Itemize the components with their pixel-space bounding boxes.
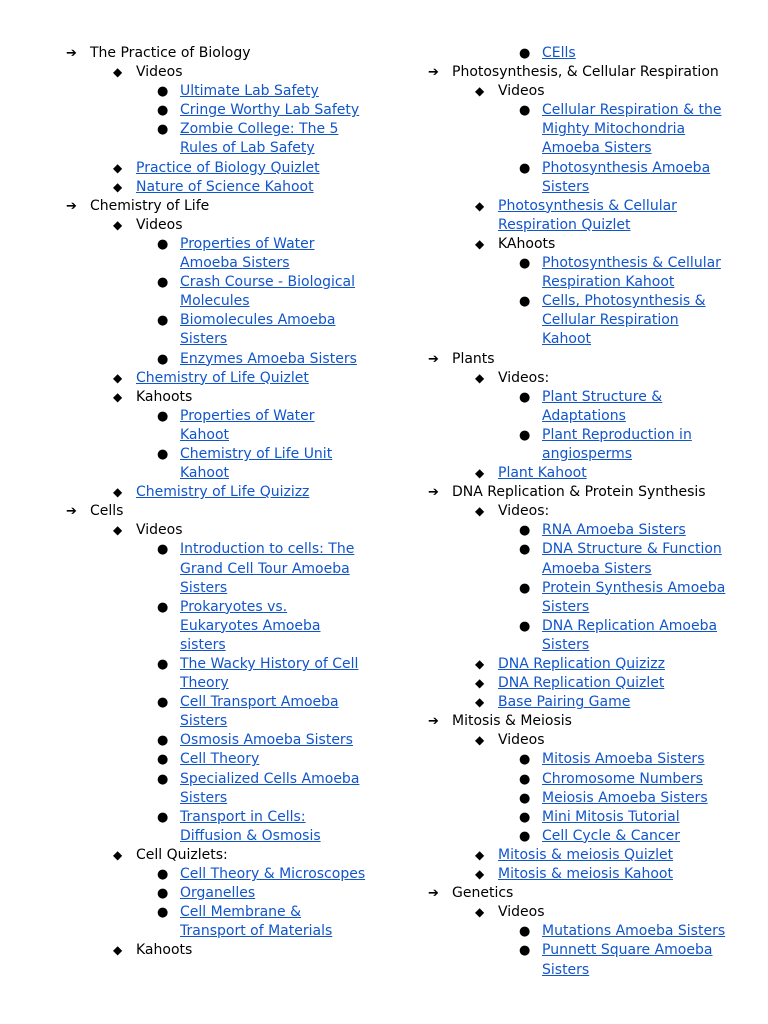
round-bullet-icon: ● <box>519 160 531 176</box>
list-item <box>66 63 366 82</box>
round-bullet-icon: ● <box>519 523 531 539</box>
round-bullet-icon: ● <box>157 313 169 329</box>
diamond-bullet-icon: ◆ <box>113 943 123 958</box>
list-item <box>428 865 728 884</box>
resource-link[interactable]: Crash Course - Biological Molecules <box>180 274 356 310</box>
round-bullet-icon: ● <box>519 542 531 558</box>
resource-link[interactable]: DNA Replication Quizizz <box>498 656 665 672</box>
subsection-label: Videos: <box>498 369 550 386</box>
section-heading: Cells <box>90 503 124 520</box>
resource-link[interactable]: Specialized Cells Amoeba Sisters <box>180 770 360 806</box>
list-item <box>428 655 728 674</box>
resource-link[interactable]: Meiosis Amoeba Sisters <box>542 789 708 806</box>
resource-link[interactable]: Chemistry of Life Unit Kahoot <box>180 445 333 482</box>
list-item <box>428 540 728 578</box>
section-heading: The Practice of Biology <box>90 45 251 61</box>
list-item <box>428 941 728 979</box>
list-item <box>66 865 366 884</box>
list-item <box>66 216 366 235</box>
list-item <box>66 44 366 63</box>
diamond-bullet-icon: ◆ <box>113 485 123 500</box>
subsection-label: Videos <box>136 64 183 81</box>
round-bullet-icon: ● <box>519 256 531 272</box>
list-item <box>428 388 728 426</box>
resource-link[interactable]: DNA Replication Amoeba Sisters <box>542 617 718 653</box>
section-heading: Mitosis & Meiosis <box>452 713 572 730</box>
list-item <box>428 827 728 846</box>
round-bullet-icon: ● <box>157 657 169 672</box>
list-item <box>66 884 366 903</box>
right-column <box>428 44 728 980</box>
arrow-icon: ➔ <box>428 886 439 902</box>
list-item <box>66 941 366 960</box>
round-bullet-icon: ● <box>157 695 169 711</box>
diamond-bullet-icon: ◆ <box>113 523 123 538</box>
subsection-label: Videos <box>136 522 183 539</box>
round-bullet-icon: ● <box>519 103 531 119</box>
list-item <box>428 903 728 922</box>
diamond-bullet-icon: ◆ <box>475 733 485 748</box>
list-item <box>428 770 728 789</box>
list-item <box>428 44 728 63</box>
section-heading: Plants <box>452 350 495 367</box>
section-heading: Photosynthesis, & Cellular Respiration <box>452 64 719 81</box>
list-item <box>428 292 728 349</box>
subsection-label: Kahoots <box>136 942 193 959</box>
list-item <box>428 884 728 903</box>
resource-link[interactable]: Chemistry of Life Quizlet <box>136 369 309 386</box>
list-item <box>428 350 728 369</box>
round-bullet-icon: ● <box>519 828 531 844</box>
round-bullet-icon: ● <box>519 580 531 596</box>
round-bullet-icon: ● <box>157 542 169 558</box>
list-item <box>66 598 366 655</box>
section-heading: DNA Replication & Protein Synthesis <box>452 484 706 501</box>
resource-link[interactable]: Mitosis Amoeba Sisters <box>542 751 705 768</box>
round-bullet-icon: ● <box>519 389 531 405</box>
list-item <box>66 159 366 178</box>
list-item <box>428 808 728 827</box>
list-item <box>428 197 728 235</box>
diamond-bullet-icon: ◆ <box>113 65 123 80</box>
list-item <box>428 101 728 158</box>
list-item <box>428 731 728 750</box>
list-item <box>428 483 728 502</box>
round-bullet-icon: ● <box>157 867 169 883</box>
left-column <box>66 44 366 961</box>
diamond-bullet-icon: ◆ <box>475 867 485 882</box>
round-bullet-icon: ● <box>519 427 531 443</box>
list-item <box>428 82 728 101</box>
resource-link[interactable]: Punnett Square Amoeba Sisters <box>542 942 713 978</box>
round-bullet-icon: ● <box>519 294 531 310</box>
list-item <box>66 808 366 846</box>
resource-link[interactable]: Photosynthesis Amoeba Sisters <box>542 159 711 195</box>
list-item <box>428 63 728 82</box>
resource-link[interactable]: DNA Replication Quizlet <box>498 675 665 692</box>
list-item <box>66 770 366 808</box>
list-item <box>66 502 366 521</box>
diamond-bullet-icon: ◆ <box>113 160 123 175</box>
resource-link[interactable]: Mini Mitosis Tutorial <box>542 808 680 825</box>
arrow-icon: ➔ <box>428 351 439 367</box>
resource-link[interactable]: Chromosome Numbers <box>542 770 703 787</box>
subsection-label: Cell Quizlets: <box>136 846 228 863</box>
round-bullet-icon: ● <box>157 408 169 424</box>
round-bullet-icon: ● <box>157 733 169 749</box>
resource-link[interactable]: Prokaryotes vs. Eukaryotes Amoeba sisters <box>180 598 321 653</box>
diamond-bullet-icon: ◆ <box>475 657 485 671</box>
resource-link[interactable]: Photosynthesis & Cellular Respiration Quizlet <box>498 197 677 233</box>
resource-link[interactable]: Biomolecules Amoeba Sisters <box>180 312 336 348</box>
resource-link[interactable]: Cringe Worthy Lab Safety <box>180 102 360 119</box>
resource-link[interactable]: Cell Theory & Microscopes <box>180 866 366 883</box>
resource-link[interactable]: Zombie College: The 5 Rules of Lab Safety <box>180 121 339 157</box>
list-item <box>66 750 366 769</box>
list-item <box>66 82 366 101</box>
arrow-icon: ➔ <box>428 65 439 81</box>
resource-link[interactable]: Base Pairing Game <box>498 694 631 711</box>
arrow-icon: ➔ <box>66 504 77 520</box>
list-item <box>66 311 366 349</box>
list-item <box>66 197 366 216</box>
diamond-bullet-icon: ◆ <box>475 676 485 691</box>
resource-link[interactable]: Cell Theory <box>180 751 260 768</box>
arrow-icon: ➔ <box>66 198 77 214</box>
list-item <box>66 846 366 865</box>
list-item <box>66 903 366 941</box>
round-bullet-icon: ● <box>519 790 531 806</box>
resource-link[interactable]: Plant Kahoot <box>498 465 587 482</box>
list-item <box>66 540 366 597</box>
list-item <box>66 445 366 483</box>
list-item <box>428 693 728 712</box>
diamond-bullet-icon: ◆ <box>475 504 485 519</box>
resource-link[interactable]: Osmosis Amoeba Sisters <box>180 732 353 749</box>
round-bullet-icon: ● <box>519 943 531 959</box>
diamond-bullet-icon: ◆ <box>475 695 485 710</box>
subsection-label: Kahoots <box>136 388 193 405</box>
list-item <box>66 655 366 693</box>
subsection-label: Videos: <box>498 503 550 520</box>
list-item <box>428 369 728 388</box>
list-item <box>428 159 728 197</box>
round-bullet-icon: ● <box>157 446 169 462</box>
diamond-bullet-icon: ◆ <box>475 84 485 99</box>
diamond-bullet-icon: ◆ <box>113 179 123 194</box>
list-item <box>66 235 366 273</box>
list-item <box>66 273 366 311</box>
resource-link[interactable]: Cells, Photosynthesis & Cellular Respiration Kahoot <box>542 293 706 348</box>
list-item <box>428 922 728 941</box>
resource-link[interactable]: Cellular Respiration & the Mighty Mitochondria Amoeba Sisters <box>542 102 722 157</box>
list-item <box>66 521 366 540</box>
resource-link[interactable]: Cell Cycle & Cancer <box>542 827 680 844</box>
list-item <box>428 579 728 617</box>
round-bullet-icon: ● <box>157 752 169 768</box>
list-item <box>428 464 728 483</box>
resource-link[interactable]: Plant Reproduction in angiosperms <box>542 426 692 462</box>
subsection-label: KAhoots <box>498 235 556 252</box>
list-item <box>428 426 728 464</box>
diamond-bullet-icon: ◆ <box>475 905 485 920</box>
resource-link[interactable]: Organelles <box>180 885 256 902</box>
arrow-icon: ➔ <box>428 714 439 730</box>
round-bullet-icon: ● <box>157 905 169 921</box>
section-heading: Chemistry of Life <box>90 197 210 214</box>
round-bullet-icon: ● <box>157 886 169 902</box>
arrow-icon: ➔ <box>428 485 439 501</box>
round-bullet-icon: ● <box>157 275 169 291</box>
resource-link[interactable]: Nature of Science Kahoot <box>136 178 314 195</box>
resource-link[interactable]: Mitosis & meiosis Quizlet <box>498 846 674 863</box>
round-bullet-icon: ● <box>157 809 169 825</box>
diamond-bullet-icon: ◆ <box>475 466 485 481</box>
list-item <box>66 120 366 158</box>
round-bullet-icon: ● <box>157 122 169 138</box>
list-item <box>66 369 366 388</box>
resource-link[interactable]: Introduction to cells: The Grand Cell Tour Amoeba Sisters <box>180 541 355 596</box>
diamond-bullet-icon: ◆ <box>113 847 123 862</box>
list-item <box>428 674 728 693</box>
round-bullet-icon: ● <box>157 599 169 615</box>
resource-link[interactable]: DNA Structure & Function Amoeba Sisters <box>542 541 722 577</box>
subsection-label: Videos <box>136 216 183 233</box>
diamond-bullet-icon: ◆ <box>475 847 485 862</box>
round-bullet-icon: ● <box>519 924 531 940</box>
round-bullet-icon: ● <box>519 809 531 825</box>
resource-link[interactable]: Cell Membrane & Transport of Materials <box>180 904 333 940</box>
round-bullet-icon: ● <box>157 236 169 252</box>
list-item <box>66 101 366 120</box>
diamond-bullet-icon: ◆ <box>475 198 485 213</box>
resource-link[interactable]: Mitosis & meiosis Kahoot <box>498 866 673 883</box>
list-item <box>428 502 728 521</box>
resource-link[interactable]: Protein Synthesis Amoeba Sisters <box>542 579 726 615</box>
diamond-bullet-icon: ◆ <box>113 217 123 232</box>
list-item <box>66 483 366 502</box>
round-bullet-icon: ● <box>157 351 169 367</box>
round-bullet-icon: ● <box>157 103 169 119</box>
resource-link[interactable]: RNA Amoeba Sisters <box>542 522 686 539</box>
round-bullet-icon: ● <box>157 84 169 100</box>
resource-link[interactable]: Mutations Amoeba Sisters <box>542 923 726 940</box>
list-item <box>428 846 728 865</box>
resource-link[interactable]: Plant Structure & Adaptations <box>542 388 663 424</box>
resource-link[interactable]: Chemistry of Life Quizizz <box>136 484 310 501</box>
round-bullet-icon: ● <box>519 752 531 768</box>
section-heading: Genetics <box>452 885 514 902</box>
diamond-bullet-icon: ◆ <box>475 236 485 251</box>
arrow-icon: ➔ <box>66 46 77 61</box>
resource-link[interactable]: Cell Transport Amoeba Sisters <box>180 694 339 730</box>
list-item <box>66 388 366 407</box>
resource-link[interactable]: Photosynthesis & Cellular Respiration Kahoot <box>542 255 721 291</box>
resource-link[interactable]: Practice of Biology Quizlet <box>136 159 320 176</box>
list-item <box>428 712 728 731</box>
round-bullet-icon: ● <box>519 46 531 61</box>
list-item <box>428 521 728 540</box>
list-item <box>66 350 366 369</box>
list-item <box>428 789 728 808</box>
list-item <box>428 235 728 254</box>
round-bullet-icon: ● <box>157 771 169 787</box>
subsection-label: Videos <box>498 83 545 100</box>
resource-link[interactable]: Transport in Cells: Diffusion & Osmosis <box>180 808 321 844</box>
resource-link[interactable]: Properties of Water Amoeba Sisters <box>180 235 315 272</box>
diamond-bullet-icon: ◆ <box>113 389 123 404</box>
list-item <box>428 254 728 292</box>
list-item <box>66 178 366 197</box>
round-bullet-icon: ● <box>519 618 531 634</box>
resource-link[interactable]: CElls <box>542 45 576 61</box>
resource-link[interactable]: Ultimate Lab Safety <box>180 83 319 100</box>
diamond-bullet-icon: ◆ <box>475 370 485 385</box>
list-item <box>428 750 728 769</box>
resource-link[interactable]: Enzymes Amoeba Sisters <box>180 350 357 367</box>
round-bullet-icon: ● <box>519 771 531 787</box>
resource-link[interactable]: Properties of Water Kahoot <box>180 407 315 443</box>
list-item <box>66 693 366 731</box>
list-item <box>66 407 366 445</box>
diamond-bullet-icon: ◆ <box>113 370 123 385</box>
subsection-label: Videos <box>498 732 545 749</box>
list-item <box>428 617 728 655</box>
subsection-label: Videos <box>498 904 545 921</box>
list-item <box>66 731 366 750</box>
resource-link[interactable]: The Wacky History of Cell Theory <box>180 656 359 692</box>
